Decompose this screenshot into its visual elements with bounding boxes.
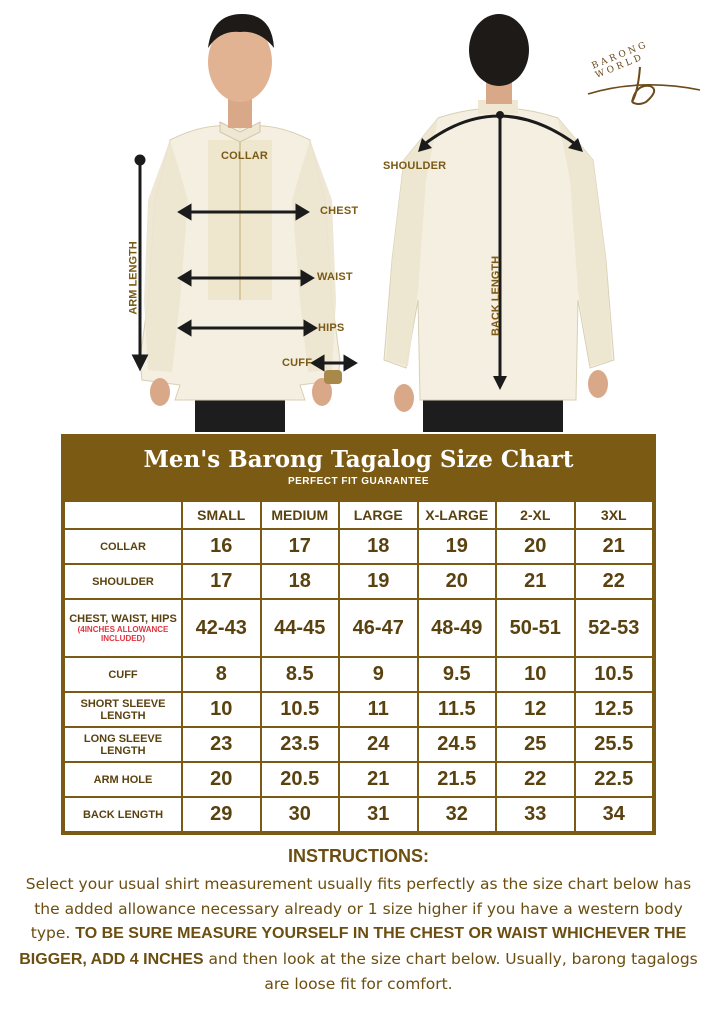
row-label: [64, 762, 182, 797]
size-table: [63, 500, 654, 833]
size-value-cell: 30: [261, 797, 340, 832]
hips-label: HIPS: [318, 322, 345, 334]
row-label-note: (4INCHES ALLOWANCE INCLUDED): [77, 625, 169, 643]
size-value-cell: 21: [575, 529, 654, 564]
row-label: [64, 564, 182, 599]
row-label-text: LONG SLEEVE LENGTH: [83, 732, 163, 757]
column-header: SMALL: [182, 501, 261, 529]
size-value-cell: 10: [496, 657, 575, 692]
size-value-cell: 21.5: [418, 762, 497, 797]
row-label: [64, 727, 182, 762]
size-value-cell: 44-45: [261, 599, 340, 657]
row-label-text: SHOULDER: [92, 575, 154, 588]
size-value-cell: 8: [182, 657, 261, 692]
instructions-text-part-2: and then look at the size chart below. Usually, barong tagalogs are loose fit for comfort.: [203, 949, 698, 993]
size-value-cell: 20: [182, 762, 261, 797]
size-value-cell: 10.5: [261, 692, 340, 727]
table-row: [64, 657, 653, 692]
instructions-text: [18, 872, 699, 997]
size-value-cell: 48-49: [418, 599, 497, 657]
column-header: 3XL: [575, 501, 654, 529]
size-chart-header: [63, 436, 654, 500]
size-value-cell: 17: [182, 564, 261, 599]
size-value-cell: 18: [261, 564, 340, 599]
table-row: [64, 727, 653, 762]
size-value-cell: 21: [339, 762, 418, 797]
instructions-text-bold: TO BE SURE MEASURE YOURSELF IN THE CHEST OR WAIST WHICHEVER THE BIGGER, ADD 4 INCHES: [19, 925, 687, 968]
size-value-cell: 20: [418, 564, 497, 599]
cuff-label: CUFF: [282, 357, 313, 369]
row-label-text: BACK LENGTH: [82, 808, 164, 821]
size-value-cell: 11: [339, 692, 418, 727]
size-value-cell: 34: [575, 797, 654, 832]
size-value-cell: 9: [339, 657, 418, 692]
table-row: [64, 599, 653, 657]
size-value-cell: 20.5: [261, 762, 340, 797]
size-table-body: [64, 529, 653, 832]
size-value-cell: 16: [182, 529, 261, 564]
size-value-cell: 25.5: [575, 727, 654, 762]
row-label-text: SHORT SLEEVE LENGTH: [80, 697, 166, 722]
row-label: [64, 797, 182, 832]
size-value-cell: 50-51: [496, 599, 575, 657]
brand-logo: [580, 12, 705, 112]
size-value-cell: 12.5: [575, 692, 654, 727]
size-value-cell: 20: [496, 529, 575, 564]
size-value-cell: 9.5: [418, 657, 497, 692]
instructions-title: INSTRUCTIONS:: [288, 846, 429, 866]
size-value-cell: 33: [496, 797, 575, 832]
size-chart-subtitle: PERFECT FIT GUARANTEE: [287, 476, 430, 487]
instructions-text-part-1: Select your usual shirt measurement usually fits perfectly as the size chart below has the added allowance necessary already or 1 size higher if you have a western body type.: [25, 875, 692, 942]
size-value-cell: 10.5: [575, 657, 654, 692]
table-row: [64, 762, 653, 797]
size-value-cell: 18: [339, 529, 418, 564]
size-value-cell: 19: [418, 529, 497, 564]
size-value-cell: 32: [418, 797, 497, 832]
table-row: [64, 529, 653, 564]
row-label-text: ARM HOLE: [93, 773, 153, 786]
size-value-cell: 29: [182, 797, 261, 832]
size-table-header-row: [64, 501, 653, 529]
row-label: [64, 529, 182, 564]
size-value-cell: 22: [575, 564, 654, 599]
size-value-cell: 31: [339, 797, 418, 832]
row-label-text: CUFF: [108, 668, 138, 681]
size-value-cell: 24: [339, 727, 418, 762]
chest-label: CHEST: [320, 205, 359, 217]
back-length-label: BACK LENGTH: [490, 255, 503, 337]
size-value-cell: 46-47: [339, 599, 418, 657]
size-value-cell: 8.5: [261, 657, 340, 692]
table-row: [64, 564, 653, 599]
size-value-cell: 25: [496, 727, 575, 762]
arm-length-label: ARM LENGTH: [127, 241, 140, 315]
size-value-cell: 19: [339, 564, 418, 599]
size-value-cell: 23: [182, 727, 261, 762]
size-value-cell: 22: [496, 762, 575, 797]
waist-label: WAIST: [317, 271, 353, 283]
collar-label: COLLAR: [221, 150, 269, 162]
size-value-cell: 21: [496, 564, 575, 599]
size-value-cell: 17: [261, 529, 340, 564]
corner-cell: [64, 501, 182, 529]
size-value-cell: 11.5: [418, 692, 497, 727]
size-value-cell: 24.5: [418, 727, 497, 762]
size-value-cell: 10: [182, 692, 261, 727]
row-label-text: CHEST, WAIST, HIPS: [69, 613, 177, 625]
column-header: 2-XL: [496, 501, 575, 529]
row-label: [64, 657, 182, 692]
size-value-cell: 23.5: [261, 727, 340, 762]
row-label: [64, 599, 182, 657]
row-label: [64, 692, 182, 727]
column-header: MEDIUM: [261, 501, 340, 529]
table-row: [64, 692, 653, 727]
row-label-text: COLLAR: [100, 540, 146, 553]
logo-brand-text: BARONG WORLD: [590, 39, 651, 81]
size-chart: [61, 434, 656, 835]
table-row: [64, 797, 653, 832]
size-chart-title: Men's Barong Tagalog Size Chart: [143, 446, 574, 473]
shoulder-label: SHOULDER: [383, 160, 447, 172]
size-value-cell: 22.5: [575, 762, 654, 797]
column-header: X-LARGE: [418, 501, 497, 529]
size-value-cell: 12: [496, 692, 575, 727]
size-value-cell: 42-43: [182, 599, 261, 657]
size-value-cell: 52-53: [575, 599, 654, 657]
column-header: LARGE: [339, 501, 418, 529]
